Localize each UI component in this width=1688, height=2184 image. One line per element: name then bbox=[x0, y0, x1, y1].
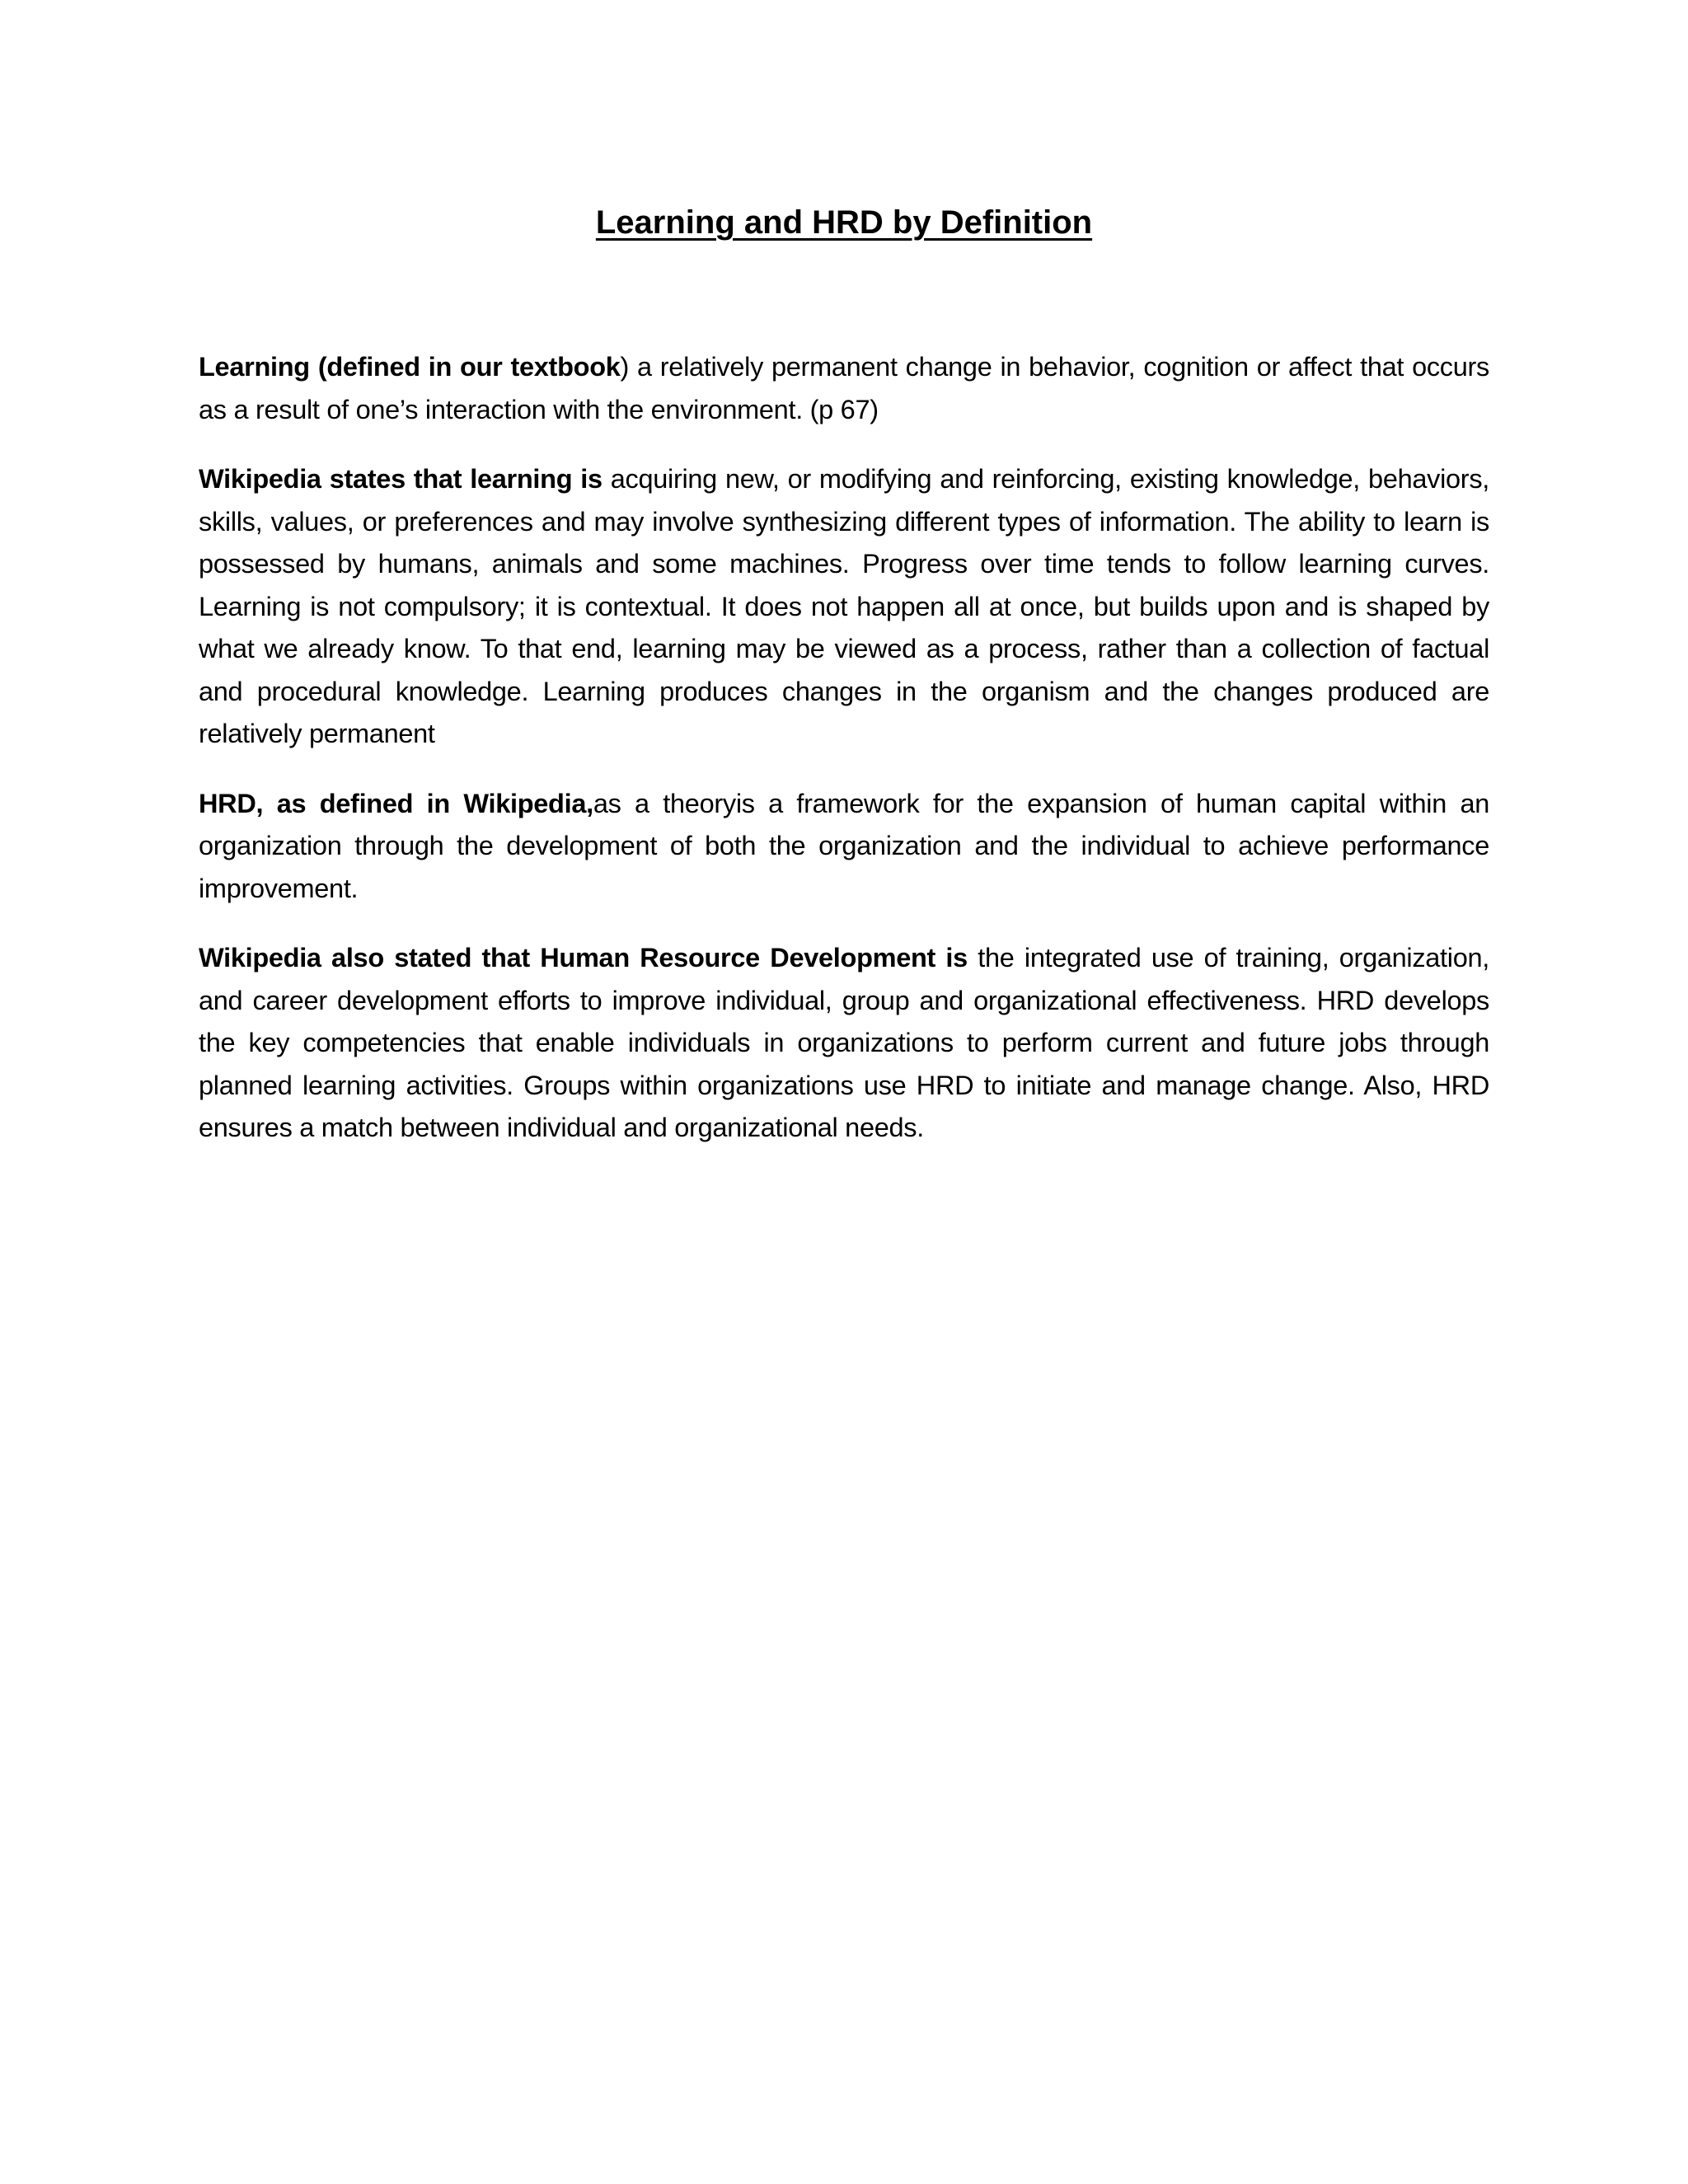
paragraph-hrd-wikipedia bbox=[199, 783, 1489, 911]
paragraph-text: the integrated use of training, organization, and career development efforts to improve individual, group and organizational effectiveness. HRD develops the key competencies that enable individuals in organizations to perform current and future jobs through planned learning activities. Groups within organizations use HRD to initiate and manage change. Also, HRD ensures a match between individual and organizational needs. bbox=[199, 943, 1489, 1142]
paragraph-lead: Wikipedia states that learning is bbox=[199, 464, 603, 494]
document-body bbox=[199, 346, 1489, 1177]
paragraph-text: as a theoryis a framework for the expansion of human capital within an organization through the development of both the organization and the individual to achieve performance improvement. bbox=[199, 788, 1490, 903]
paragraph-lead: Wikipedia also stated that Human Resource Development is bbox=[199, 943, 968, 972]
paragraph-learning-textbook bbox=[199, 346, 1489, 431]
document-title: Learning and HRD by Definition bbox=[595, 204, 1093, 241]
paragraph-lead: Learning (defined in our textbook bbox=[199, 352, 621, 382]
paragraph-text: ) a relatively permanent change in behavior, cognition or affect that occurs as a result of one’s interaction with the environment. (p 67) bbox=[199, 352, 1489, 424]
paragraph-text: acquiring new, or modifying and reinforcing, existing knowledge, behaviors, skills, values, or preferences and may involve synthesizing different types of information. The ability to learn is possessed by humans, animals and some machines. Progress over time tends to follow learning curves. Learning is not compulsory; it is contextual. It does not happen all at once, but builds upon and is shaped by what we already know. To that end, learning may be viewed as a process, rather than a collection of factual and procedural knowledge. Learning produces changes in the organism and the changes produced are relatively permanent bbox=[199, 464, 1489, 748]
paragraph-lead: HRD, as defined in Wikipedia, bbox=[199, 788, 593, 818]
paragraph-learning-wikipedia bbox=[199, 458, 1489, 756]
paragraph-hrd-definition bbox=[199, 937, 1489, 1150]
